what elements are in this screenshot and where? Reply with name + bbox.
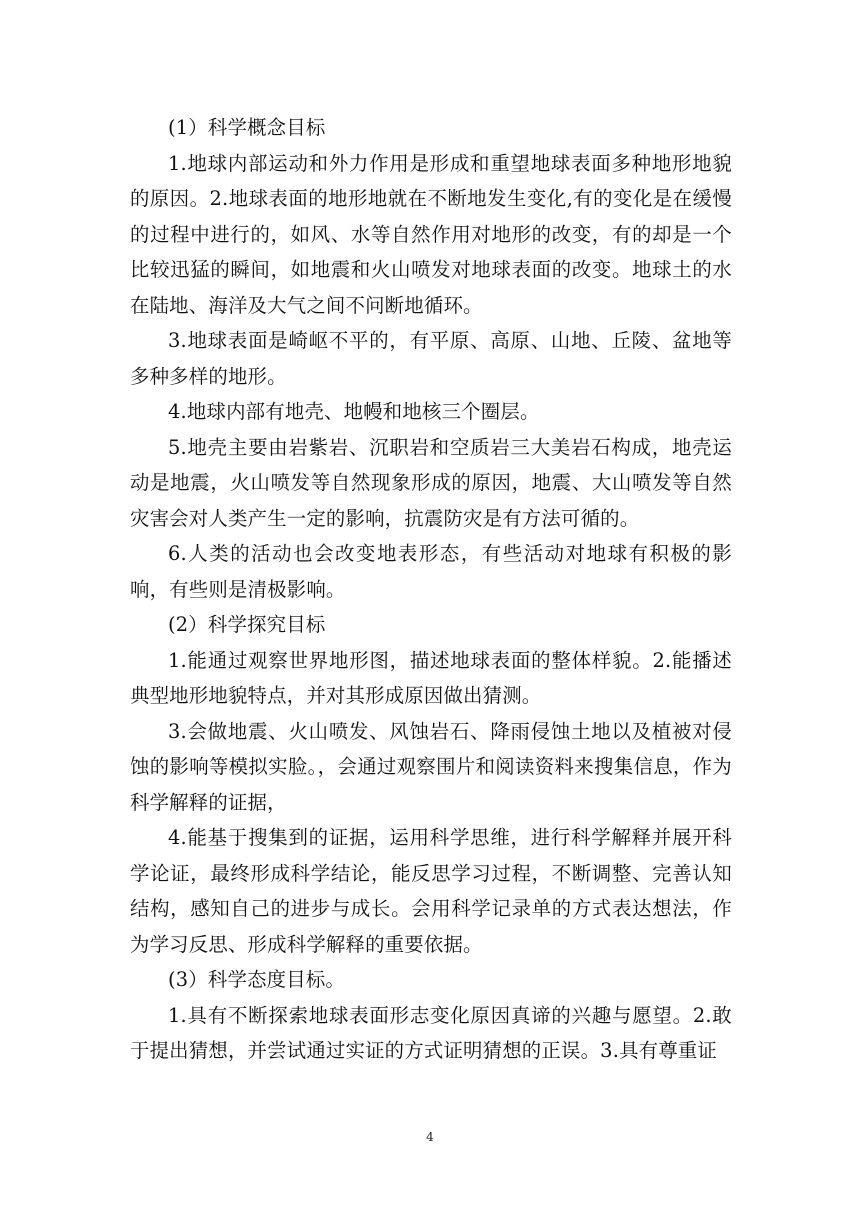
paragraph-concept-5: 5.地壳主要由岩紫岩、沉职岩和空质岩三大美岩石构成，地壳运动是地震，火山喷发等自然现象形成的原因，地震、大山喷发等自然灾害会对人类产生一定的影响，抗震防灾是有方法可循的。 <box>130 435 732 530</box>
paragraph-inquiry-1-2: 1.能通过观察世界地形图，描述地球表面的整体样貌。2.能播述典型地形地貌特点，并对其形成原因做出猜测。 <box>130 648 732 707</box>
paragraph-concept-4: 4.地球内部有地壳、地幔和地核三个圈层。 <box>168 400 540 423</box>
paragraph-concept-3: 3.地球表面是崎岖不平的，有平原、高原、山地、丘陵、盆地等多种多样的地形。 <box>130 329 732 388</box>
page-number: 4 <box>426 1130 434 1144</box>
paragraph-concept-1-2: 1.地球内部运动和外力作用是形成和重望地球表面多种地形地貌的原因。2.地球表面的地形地就在不断地发生变化,有的变化是在缓慢的过程中进行的，如风、水等自然作用对地形的改变，有的却是一个比较迅猛的瞬间，如地震和火山喷发对地球表面的改变。地球土的水在陆地、海洋及大气之间不问断地循环。 <box>130 151 732 317</box>
heading-science-attitude-goals: (3）科学态度目标。 <box>168 968 346 991</box>
page-body <box>130 110 732 1069</box>
paragraph-inquiry-4: 4.能基于搜集到的证据，运用科学思维，进行科学解释并展开科学论证，最终形成科学结论，能反思学习过程，不断调整、完善认知结构，感知自己的进步与成长。会用科学记录单的方式表达想法，作为学习反思、形成科学解释的重要依据。 <box>130 826 732 956</box>
heading-science-inquiry-goals: (2）科学探究目标 <box>168 613 326 636</box>
heading-science-concept-goals: (1）科学概念目标 <box>168 116 326 139</box>
paragraph-attitude-1-3: 1.具有不断探索地球表面形志变化原因真谛的兴趣与愿望。2.敢于提出猜想，并尝试通过实证的方式证明猜想的正误。3.具有尊重证 <box>130 1003 732 1062</box>
paragraph-concept-6: 6.人类的活动也会改变地表形态，有些活动对地球有积极的影响，有些则是清极影响。 <box>130 542 732 601</box>
paragraph-inquiry-3: 3.会做地震、火山喷发、风蚀岩石、降雨侵蚀土地以及植被对侵蚀的影响等模拟实脸。，会通过观察围片和阅读资料来搜集信息，作为科学解释的证据， <box>130 719 732 814</box>
